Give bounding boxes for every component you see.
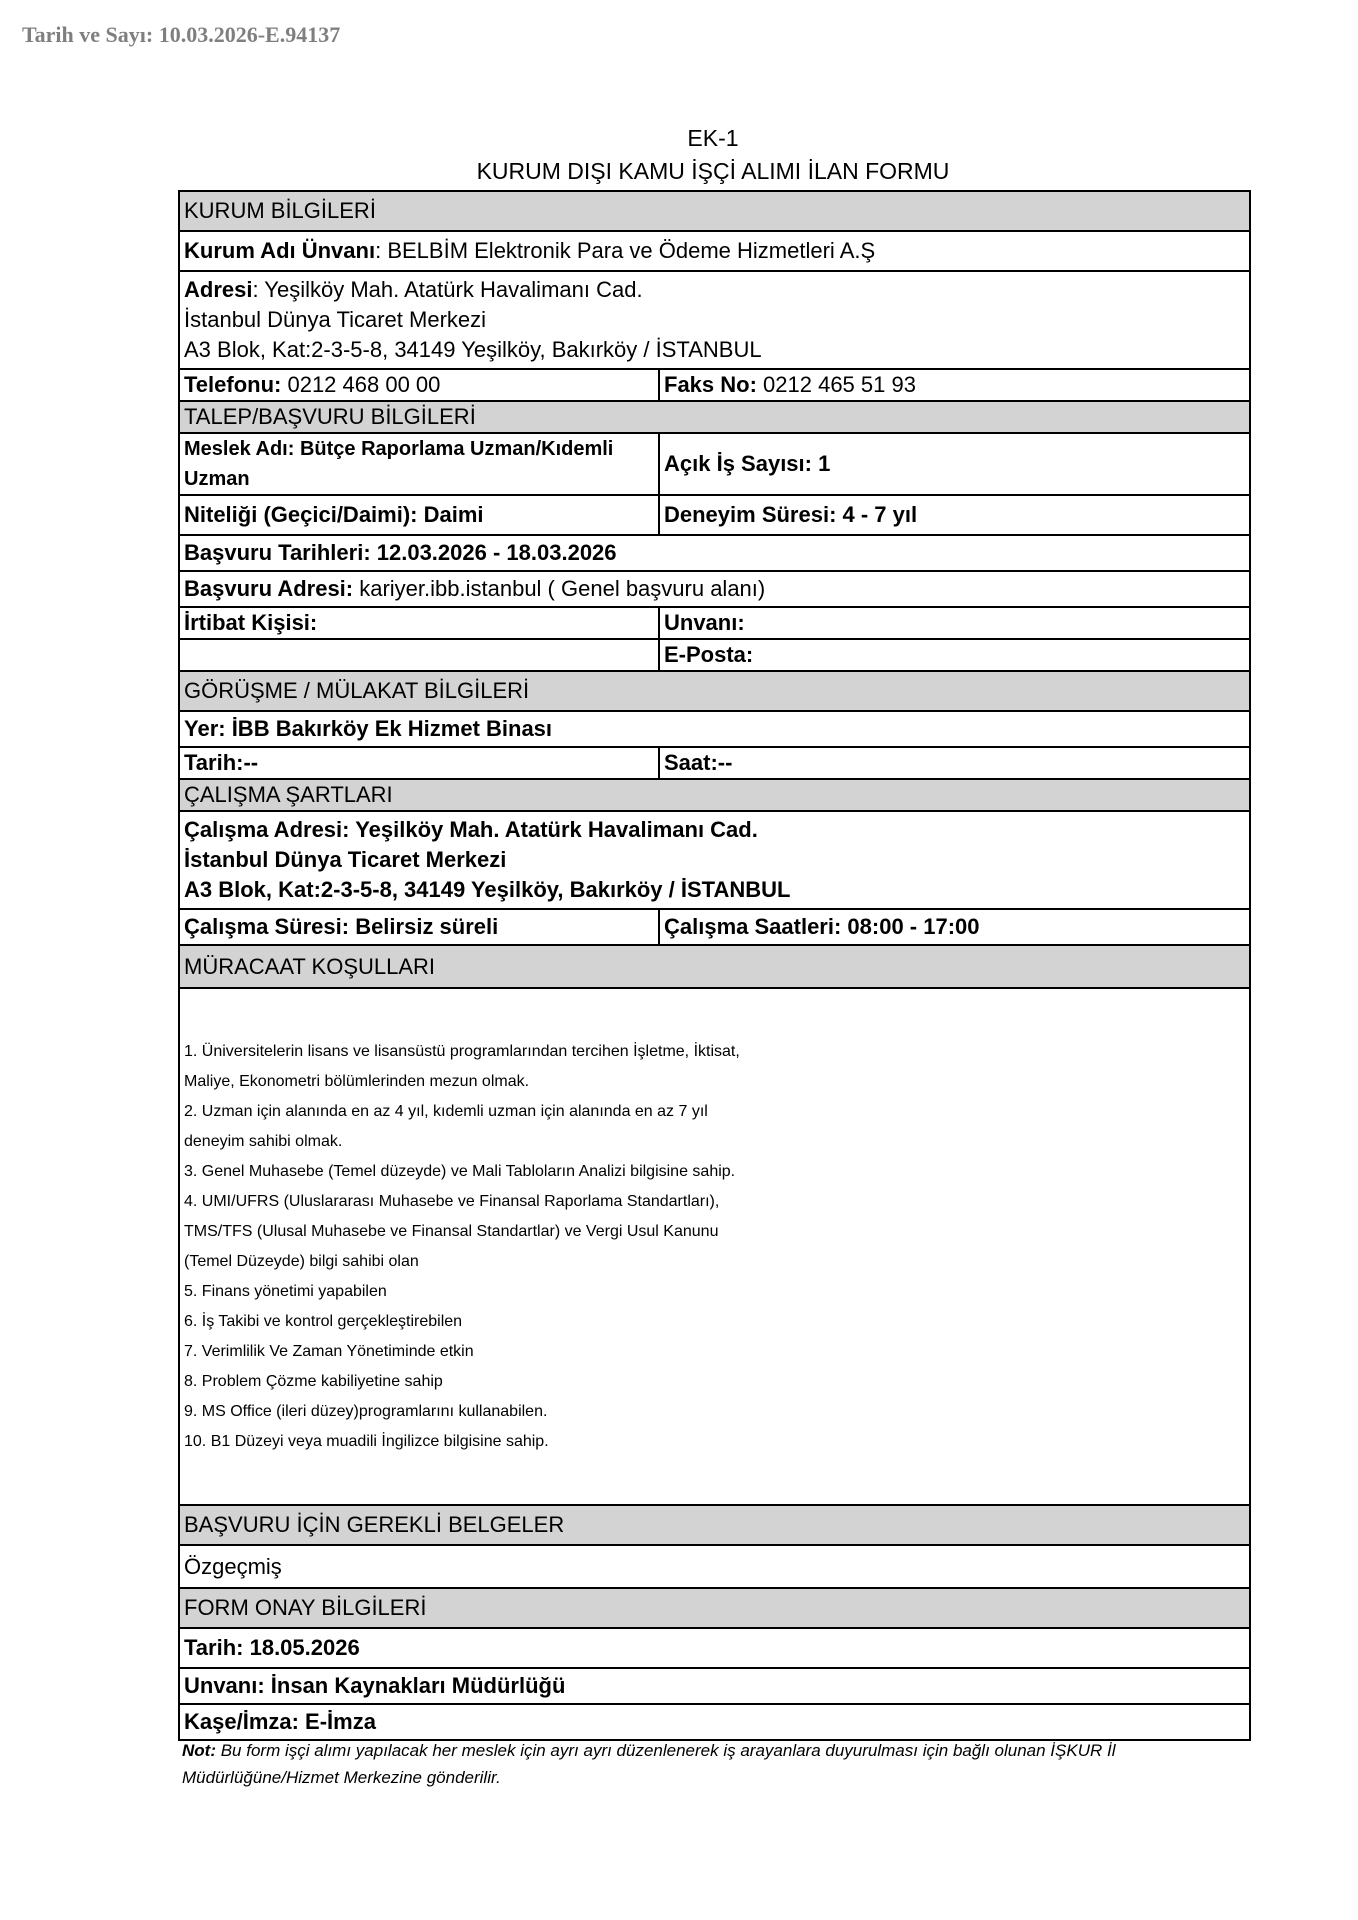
- meslek-line1: Meslek Adı: Bütçe Raporlama Uzman/Kıdemli: [184, 438, 614, 460]
- condition-line: 5. Finans yönetimi yapabilen: [184, 1282, 387, 1300]
- onay-kase-imza: Kaşe/İmza: E-İmza: [179, 1704, 1250, 1740]
- section-kurum: KURUM BİLGİLERİ: [179, 191, 1250, 231]
- niteligi: Niteliği (Geçici/Daimi): Daimi: [179, 495, 659, 535]
- conditions-list: [184, 1037, 1245, 1457]
- muracaat-kosullari-cell: [179, 988, 1250, 1505]
- condition-line: 7. Verimlilik Ve Zaman Yönetiminde etkin: [184, 1342, 474, 1360]
- condition-line: (Temel Düzeyde) bilgi sahibi olan: [184, 1252, 419, 1270]
- irtibat-kisisi: İrtibat Kişisi:: [179, 607, 659, 639]
- calisma-adres-line1: Çalışma Adresi: Yeşilköy Mah. Atatürk Havalimanı Cad.: [184, 817, 758, 842]
- onay-unvani: Unvanı: İnsan Kaynakları Müdürlüğü: [179, 1668, 1250, 1704]
- document-number-stamp: Tarih ve Sayı: 10.03.2026-E.94137: [22, 22, 341, 47]
- condition-line: 3. Genel Muhasebe (Temel düzeyde) ve Mali Tabloların Analizi bilgisine sahip.: [184, 1162, 736, 1180]
- condition-line: Maliye, Ekonometri bölümlerinden mezun olmak.: [184, 1072, 530, 1090]
- kurum-adi-value: : BELBİM Elektronik Para ve Ödeme Hizmetleri A.Ş: [375, 238, 876, 263]
- calisma-adres-line2: İstanbul Dünya Ticaret Merkezi: [184, 847, 507, 872]
- basvuru-adresi-row: [179, 571, 1250, 607]
- calisma-saatleri: Çalışma Saatleri: 08:00 - 17:00: [659, 909, 1250, 945]
- meslek-cell: [179, 433, 659, 495]
- irtibat-unvani: Unvanı:: [659, 607, 1250, 639]
- calisma-adres-line3: A3 Blok, Kat:2-3-5-8, 34149 Yeşilköy, Bakırköy / İSTANBUL: [184, 877, 791, 902]
- note-text: Bu form işçi alımı yapılacak her meslek için ayrı ayrı düzenlenerek iş arayanlara duyurulması için bağlı olunan İŞKUR İl Müdürlüğüne/Hizmet Merkezine gönderilir.: [182, 1741, 1116, 1787]
- deneyim-suresi: Deneyim Süresi: 4 - 7 yıl: [659, 495, 1250, 535]
- condition-line: TMS/TFS (Ulusal Muhasebe ve Finansal Standartlar) ve Vergi Usul Kanunu: [184, 1222, 719, 1240]
- gorusme-saat: Saat:--: [659, 747, 1250, 779]
- condition-line: 2. Uzman için alanında en az 4 yıl, kıdemli uzman için alanında en az 7 yıl: [184, 1102, 708, 1120]
- kurum-adres-label: Adresi: [184, 277, 253, 302]
- calisma-adresi-cell: [179, 811, 1250, 909]
- basvuru-adresi-label: Başvuru Adresi:: [184, 576, 354, 601]
- calisma-suresi: Çalışma Süresi: Belirsiz süreli: [179, 909, 659, 945]
- annex-label: EK-1: [687, 125, 739, 151]
- section-calisma: ÇALIŞMA ŞARTLARI: [179, 779, 1250, 811]
- kurum-adres-line1: : Yeşilköy Mah. Atatürk Havalimanı Cad.: [252, 277, 643, 302]
- kurum-adi-label: Kurum Adı Ünvanı: [184, 238, 376, 263]
- condition-line: deneyim sahibi olmak.: [184, 1132, 343, 1150]
- note-label: Not:: [182, 1741, 216, 1760]
- condition-line: 8. Problem Çözme kabiliyetine sahip: [184, 1372, 443, 1390]
- faks-label: Faks No:: [664, 372, 757, 397]
- footer-note: [182, 1737, 1252, 1791]
- section-muracaat: MÜRACAAT KOŞULLARI: [179, 945, 1250, 988]
- irtibat-empty-cell: [179, 639, 659, 671]
- basvuru-tarihleri: Başvuru Tarihleri: 12.03.2026 - 18.03.2026: [179, 535, 1250, 571]
- section-belgeler: BAŞVURU İÇİN GEREKLİ BELGELER: [179, 1505, 1250, 1545]
- condition-line: 10. B1 Düzeyi veya muadili İngilizce bilgisine sahip.: [184, 1432, 549, 1450]
- faks-cell: [659, 369, 1250, 401]
- kurum-adres-line3: A3 Blok, Kat:2-3-5-8, 34149 Yeşilköy, Bakırköy / İSTANBUL: [184, 337, 762, 362]
- condition-line: 1. Üniversitelerin lisans ve lisansüstü programlarından tercihen İşletme, İktisat,: [184, 1042, 740, 1060]
- faks-value: 0212 465 51 93: [756, 372, 916, 397]
- kurum-adres-line2: İstanbul Dünya Ticaret Merkezi: [184, 307, 487, 332]
- form-title: KURUM DIŞI KAMU İŞÇİ ALIMI İLAN FORMU: [476, 158, 950, 184]
- gorusme-tarih: Tarih:--: [179, 747, 659, 779]
- basvuru-adresi-value: kariyer.ibb.istanbul ( Genel başvuru alanı): [353, 576, 766, 601]
- condition-line: 9. MS Office (ileri düzey)programlarını kullanabilen.: [184, 1402, 548, 1420]
- section-onay: FORM ONAY BİLGİLERİ: [179, 1588, 1250, 1628]
- telefon-label: Telefonu:: [184, 372, 282, 397]
- condition-line: 4. UMI/UFRS (Uluslararası Muhasebe ve Finansal Raporlama Standartları),: [184, 1192, 720, 1210]
- telefon-cell: [179, 369, 659, 401]
- kurum-adres-cell: [179, 271, 1250, 369]
- condition-line: 6. İş Takibi ve kontrol gerçekleştirebilen: [184, 1312, 463, 1330]
- irtibat-eposta: E-Posta:: [659, 639, 1250, 671]
- kurum-adi-row: [179, 231, 1250, 271]
- gorusme-yer: Yer: İBB Bakırköy Ek Hizmet Binası: [179, 711, 1250, 747]
- section-talep: TALEP/BAŞVURU BİLGİLERİ: [179, 401, 1250, 433]
- onay-tarih: Tarih: 18.05.2026: [179, 1628, 1250, 1668]
- job-posting-form: [178, 190, 1251, 1741]
- meslek-line2: Uzman: [184, 468, 250, 490]
- acik-is-sayisi: Açık İş Sayısı: 1: [659, 433, 1250, 495]
- section-gorusme: GÖRÜŞME / MÜLAKAT BİLGİLERİ: [179, 671, 1250, 711]
- telefon-value: 0212 468 00 00: [281, 372, 441, 397]
- belgeler-value: Özgeçmiş: [179, 1545, 1250, 1588]
